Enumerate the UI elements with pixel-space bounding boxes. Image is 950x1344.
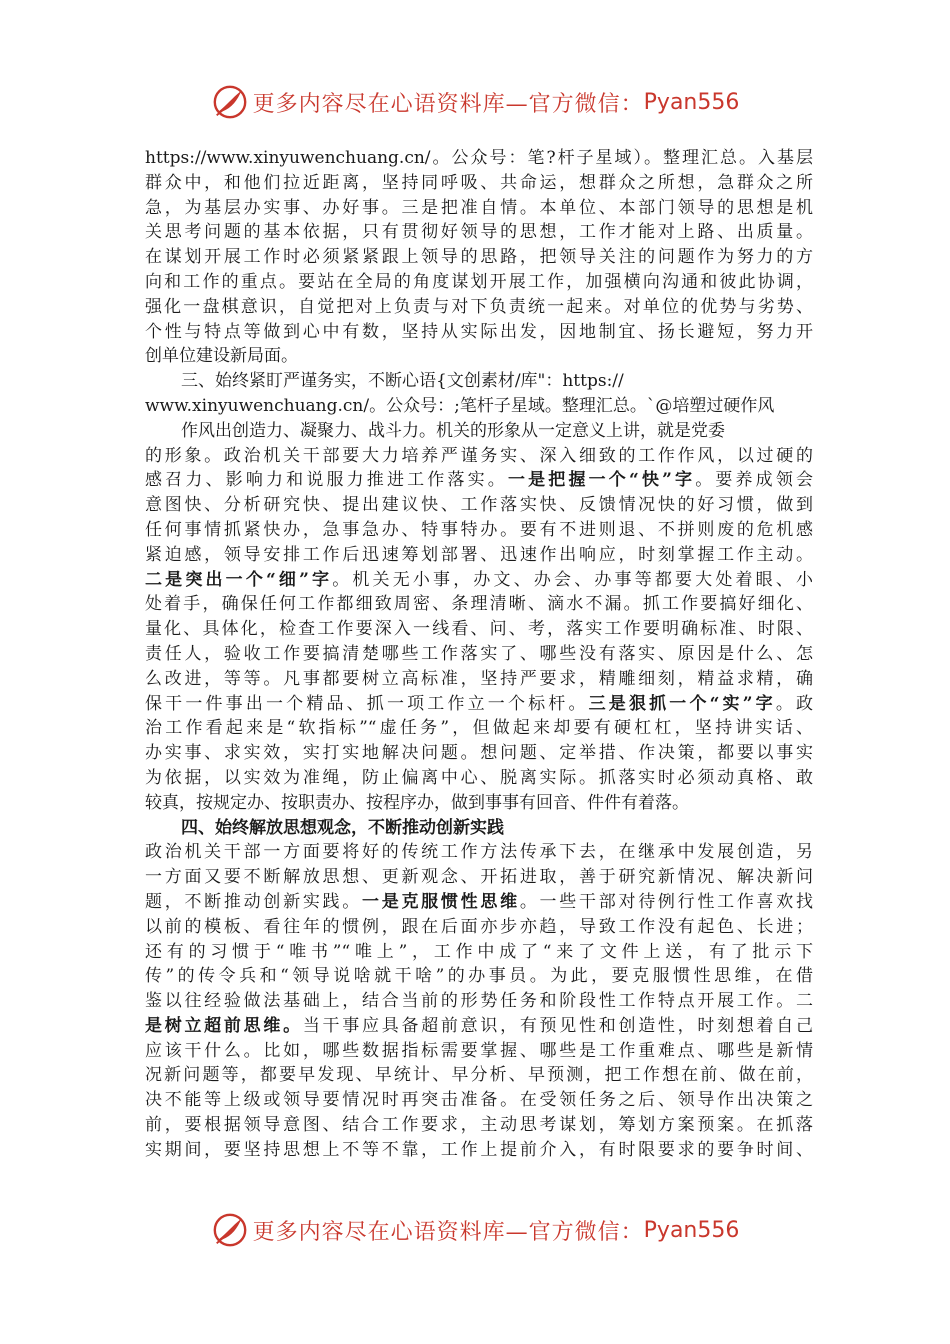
text-line: 关思考问题的基本依据，只有贯彻好领导的思想，工作才能对上路、出质量。 [145,222,813,243]
text-line: 一方面又要不断解放思想、更新观念、开拓进取，善于研究新情况、解决新问 [145,867,813,888]
text-line: 个性与特点等做到心中有数，坚持从实际出发，因地制宜、扬长避短，努力开 [145,321,813,342]
text-line: 么改进，等等。凡事都要树立高标准，坚持严要求，精雕细刻，精益求精，确 [145,668,813,689]
text-line: 前，要根据领导意图、结合工作要求，主动思考谋划，筹划方案预案。在抓落 [145,1115,813,1136]
text-line: 传”的传令兵和“领导说啥就干啥”的办事员。为此，要克服惯性思维，在借 [145,966,813,987]
text-line: 群众中，和他们拉近距离，坚持同呼吸、共命运，想群众之所想，急群众之所 [145,172,813,193]
text-line: 况新问题等，都要早发现、早统计、早分析、早预测，把工作想在前、做在前， [145,1065,813,1086]
text-line: 办实事、求实效，实打实地解决问题。想问题、定举措、作决策，都要以事实 [145,743,813,764]
text-line: 紧迫感，领导安排工作后迅速筹划部署、迅速作出响应，时刻掌握工作主动。 [145,544,813,565]
text-line: 为依据，以实效为准绳，防止偏离中心、脱离实际。抓落实时必须动真格、敢 [145,767,813,788]
text-line: 是树立超前思维。当干事应具备超前意识，有预见性和创造性，时刻想着自己 [145,1015,814,1036]
text-line: 保干一件事出一个精品、抓一项工作立一个标杆。三是狠抓一个“实”字。政 [145,693,814,714]
text-line: 较真，按规定办、按职责办、按程序办，做到事事有回音、件件有着落。 [145,792,689,813]
text-line: 应该干什么。比如，哪些数据指标需要掌握、哪些是工作重难点、哪些是新情 [145,1040,813,1061]
text-line: 意图快、分析研究快、提出建议快、工作落实快、反馈情况快的好习惯，做到 [145,495,813,516]
text-line: https://www.xinyuwenchuang.cn/。公众号：笔?杆子星域）。整理汇总。入基层 [145,148,813,168]
text-line: 创单位建设新局面。 [145,346,298,367]
banner-wechat-id: Pyan556 [643,1217,740,1243]
text-line: 二是突出一个“细”字。机关无小事，办文、办会、办事等都要大处着眼、小 [145,569,814,590]
text-line: 处着手，确保任何工作都细致周密、条理清晰、滴水不漏。抓工作要搞好细化、 [145,594,813,615]
banner-wechat-id: Pyan556 [643,89,740,115]
quill-logo-icon [211,83,249,121]
text-line: 还有的习惯于“唯书”“唯上”，工作中成了“来了文件上送，有了批示下 [145,941,813,962]
text-line: 责任人，验收工作要搞清楚哪些工作落实了、哪些没有落实、原因是什么、怎 [145,643,813,664]
header-banner [0,80,950,124]
text-line: www.xinyuwenchuang.cn/。公众号：;笔杆子星域。整理汇总。`@培塑过硬作风 [145,395,775,416]
text-line: 以前的模板、看往年的惯例，跟在后面亦步亦趋，导致工作没有起色、长进； [145,916,813,937]
footer-banner [0,1208,950,1252]
text-line: 治工作看起来是“软指标”“虚任务”，但做起来却要有硬杠杠，坚持讲实话、 [145,718,813,739]
text-line: 政治机关干部一方面要将好的传统工作方法传承下去，在继承中发展创造，另 [145,842,813,863]
text-line: 题，不断推动创新实践。一是克服惯性思维。一些干部对待例行性工作喜欢找 [145,891,814,912]
text-line: 的形象。政治机关干部要大力培养严谨务实、深入细致的工作作风，以过硬的 [145,445,813,466]
text-line: 决不能等上级或领导要情况时再突击准备。在受领任务之后、领导作出决策之 [145,1090,813,1111]
text-line: 任何事情抓紧快办，急事急办、特事特办。要有不进则退、不拼则废的危机感 [145,519,813,540]
text-line: 作风出创造力、凝聚力、战斗力。机关的形象从一定意义上讲，就是党委 [181,420,725,441]
document-body [145,146,813,1163]
banner-text: 更多内容尽在心语资料库—官方微信： [252,1219,644,1245]
quill-logo-icon [211,1211,249,1249]
text-line: 急，为基层办实事、办好事。三是把准自情。本单位、本部门领导的思想是机 [145,197,813,218]
section-heading-3: 三、始终紧盯严谨务实，不断心语{文创素材/库"：https:// [181,371,624,392]
banner-text: 更多内容尽在心语资料库—官方微信： [252,91,644,117]
text-line: 强化一盘棋意识，自觉把对上负责与对下负责统一起来。对单位的优势与劣势、 [145,296,813,317]
text-line: 向和工作的重点。要站在全局的角度谋划开展工作，加强横向沟通和彼此协调， [145,271,813,292]
text-line: 实期间，要坚持思想上不等不靠，工作上提前介入，有时限要求的要争时间、 [145,1139,813,1160]
text-line: 量化、具体化，检查工作要深入一线看、问、考，落实工作要明确标准、时限、 [145,619,813,640]
section-heading-4: 四、始终解放思想观念，不断推动创新实践 [181,817,504,838]
text-line: 感召力、影响力和说服力推进工作落实。一是把握一个“快”字。要养成领会 [145,470,814,491]
text-line: 鉴以往经验做法基础上，结合当前的形势任务和阶段性工作特点开展工作。二 [145,991,813,1012]
text-line: 在谋划开展工作时必须紧紧跟上领导的思路，把领导关注的问题作为努力的方 [145,247,813,268]
